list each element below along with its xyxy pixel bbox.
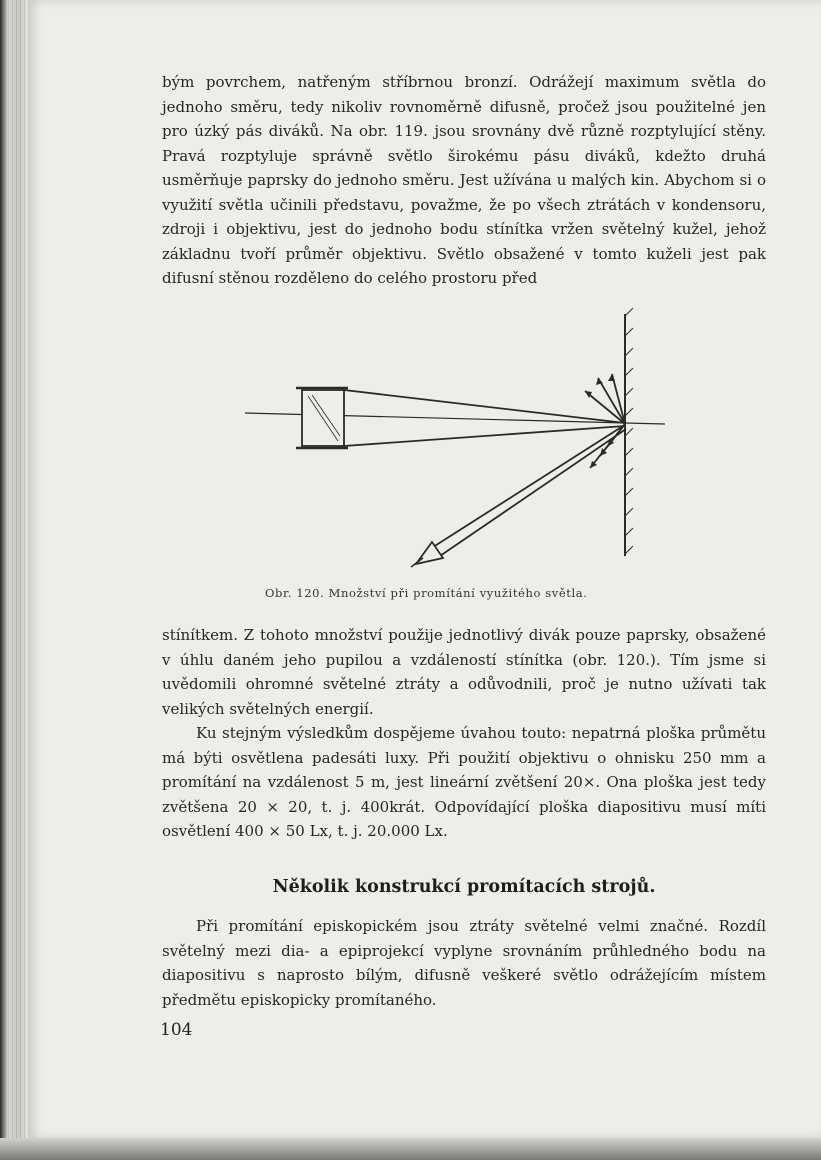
paragraph-after-figure: stínítkem. Z tohoto množství použije jednotlivý divák pouze paprsky, obsažené v úhlu daném jeho pupilou a vzdáleností stínítka (obr. 120.). Tím jsme si uvědomili ohromné světelné ztráty a odůvodnili, proč je nutno užívati tak velikých světelných energií.	[162, 626, 766, 718]
light-cone-top	[344, 390, 625, 423]
figure-projection-diagram	[240, 296, 680, 586]
book-bottom-edge	[0, 1138, 821, 1160]
eye-ray-lower	[437, 429, 626, 558]
page-number: 104	[160, 1020, 193, 1040]
projection-diagram	[240, 296, 680, 586]
paragraph-bottom	[162, 914, 766, 1012]
section-heading: Několik konstrukcí promítacích strojů.	[272, 877, 656, 897]
paragraph-middle	[162, 623, 766, 844]
eye-ray-upper	[430, 426, 623, 549]
paragraph-top	[162, 70, 766, 291]
paragraph-calculation: Ku stejným výsledkům dospějeme úvahou touto: nepatrná ploška průmětu má býti osvětlena padesáti luxy. Při použití objektivu o ohnisku 250 mm a promítání na vzdálenost 5 m, jest lineární zvětšení 20×. Ona ploška jest tedy zvětšena 20 × 20, t. j. 400krát. Odpovídající ploška diapositivu musí míti osvětlení 400 × 50 Lx, t. j. 20.000 Lx.	[162, 724, 766, 840]
paragraph-top-text: bým povrchem, natřeným stříbrnou bronzí. Odrážejí maximum světla do jednoho směru, tedy nikoliv rovnoměrně difusně, pročež jsou použitelné jen pro úzký pás diváků. Na obr. 119. jsou srovnány dvě různě rozptylující stěny. Pravá rozptyluje správně světlo širokému pásu diváků, kdežto druhá usměrňuje paprsky do jednoho směru. Jest užívána u malých kin. Abychom si o využití světla učinili představu, považme, že po všech ztrátách v kondensoru, zdroji i objektivu, jest do jednoho bodu stínítka vržen světelný kužel, jehož základnu tvoří průměr objektivu. Světlo obsažené v tomto kuželi jest pak difusní stěnou rozděleno do celého prostoru před	[162, 73, 766, 287]
paragraph-bottom-text: Při promítání episkopickém jsou ztráty světelné velmi značné. Rozdíl světelný mezi dia- a epiprojekcí vyplyne srovnáním průhledného bodu na diapositivu s naprosto bílým, difusně veškeré světlo odrážejícím místem předmětu episkopicky promítaného.	[162, 917, 766, 1009]
figure-caption: Obr. 120. Množství při promítání využitého světla.	[265, 586, 588, 600]
light-cone-bottom	[344, 426, 625, 446]
